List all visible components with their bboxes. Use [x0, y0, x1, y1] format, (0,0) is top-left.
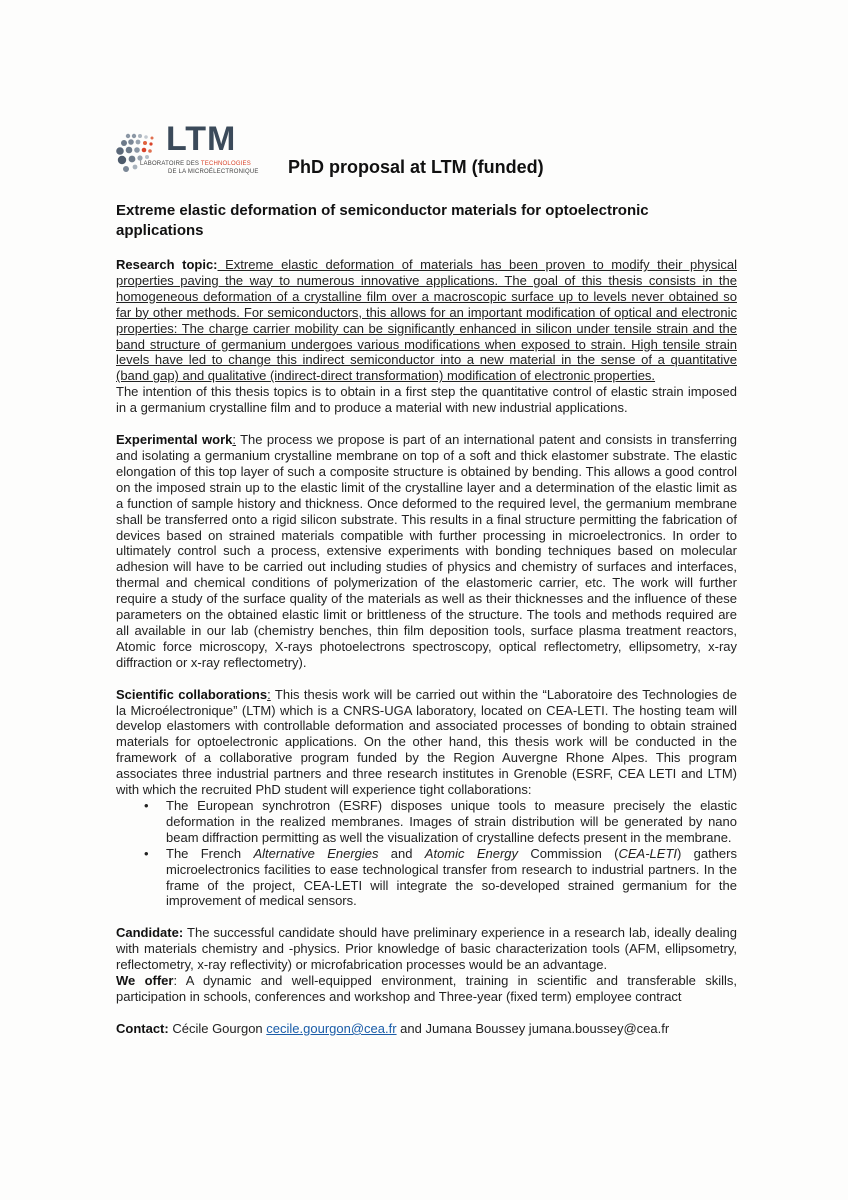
candidate-text: The successful candidate should have preliminary experience in a research lab, ideally dealing with materials chemistry and -physics. Prior knowledge of basic characterization tools (AFM, ellipsometry, reflectometry, x-ray reflectivity) or microfabrication processes would be an advantage. — [116, 925, 737, 973]
proposal-body — [116, 257, 737, 1037]
logo-text: LTM — [166, 120, 237, 158]
proposal-title: Extreme elastic deformation of semiconductor materials for optoelectronic applications — [116, 202, 649, 239]
collaborations-list — [116, 798, 737, 909]
contact-paragraph: Contact: Cécile Gourgon cecile.gourgon@cea.fr and Jumana Boussey jumana.boussey@cea.fr — [116, 1020, 670, 1036]
logo-subtitle-line2: DE LA MICROÉLECTRONIQUE — [168, 169, 259, 175]
experimental-work-label: Experimental work — [116, 432, 233, 448]
collaborations-paragraph: Scientific collaborations: This thesis work will be carried out within the “Laboratoire des Technologies de la Microélectronique” (LTM) which is a CNRS-UGA laboratory, located on CEA-LETI. The hosting team will develop elastomers with controllable deformation and associated processes of bonding to obtain strained materials for optoelectronic applications. On the other hand, this thesis work will be conducted in the framework of a collaborative program funded by the Region Auvergne Rhone Alpes. This program associates three industrial partners and three research institutes in Grenoble (ESRF, CEA LETI and LTM) with which the recruited PhD student will experience tight collaborations: — [116, 686, 737, 798]
research-topic-paragraph-2: The intention of this thesis topics is to obtain in a first step the quantitative control of elastic strain imposed in a germanium crystalline film and to produce a material with new industrial applications. — [116, 384, 737, 416]
research-topic-label: Research topic: — [116, 257, 218, 272]
logo-subtitle-line1: LABORATOIRE DES TECHNOLOGIES — [140, 161, 251, 167]
page-title: PhD proposal at LTM (funded) — [288, 157, 544, 177]
experimental-work-paragraph: Experimental work: The process we propose is part of an international patent and consists in transferring and isolating a germanium crystalline membrane on top of a soft and thick elastomer substrate. The elastic elongation of this top layer of such a composite structure is obtained by bending. This allows a good control on the imposed strain up to the elastic limit of the crystalline layer and a determination of the elastic limit as a function of sample history and thickness. Once deformed to the required level, the germanium membrane shall be transferred onto a rigid silicon substrate. This results in a final structure permitting the fabrication of devices based on strained materials compatible with further processing in microelectronics. In order to ultimately control such a process, extensive experiments with bonding techniques based on molecular adhesion will have to be carried out including studies of physics and chemistry of surfaces and interfaces, thermal and chemical conditions of polymerization of the elastomeric carrier, etc. The work will further require a study of the surface quality of the materials as well as their thicknesses and the influence of these parameters on the obtained elastic limit or brittleness of the structure. The tools and methods required are all available in our lab (chemistry benches, thin film deposition tools, surface plasma treatment reactors, Atomic force microscopy, X-rays photoelectrons spectroscopy, optical reflectometry, ellipsometry, x-ray diffraction or x-ray reflectometry). — [116, 432, 737, 670]
offer-label: We offer — [116, 973, 174, 989]
list-item: • The French Alternative Energies and Atomic Energy Commission (CEA-LETI) gathers microelectronics facilities to ease technological transfer from research to industrial partners. In the frame of the project, CEA-LETI will integrate the so-developed strained germanium for the improvement of medical sensors. — [144, 845, 737, 909]
collaborations-label: Scientific collaborations — [116, 686, 268, 702]
experimental-work-text: The process we propose is part of an international patent and consists in transferring and isolating a germanium crystalline membrane on top of a soft and thick elastomer substrate. The elastic elongation of this top layer of such a composite structure is obtained by bending. This allows a good control on the imposed strain up to the elastic limit of the crystalline layer and a determination of the elastic limit as a function of sample history and thickness. Once deformed to the required level, the germanium membrane shall be transferred onto a rigid silicon substrate. This results in a final structure permitting the fabrication of devices based on strained materials compatible with further processing in microelectronics. In order to ultimately control such a process, extensive experiments with bonding techniques based on molecular adhesion will have to be carried out including studies of physics and chemistry of surfaces and interfaces, thermal and chemical conditions of polymerization of the elastomeric carrier, etc. The work will further require a study of the surface quality of the materials as well as their thicknesses and the influence of these parameters on the obtained elastic limit or brittleness of the structure. The tools and methods required are all available in our lab (chemistry benches, thin film deposition tools, surface plasma treatment reactors, Atomic force microscopy, X-rays photoelectrons spectroscopy, optical reflectometry, ellipsometry, x-ray diffraction or x-ray reflectometry). — [116, 432, 737, 670]
research-topic-text: Extreme elastic deformation of materials has been proven to modify their physical properties paving the way to numerous innovative applications. The goal of this thesis consists in the homogeneous deformation of a crystalline film over a macroscopic surface up to levels never obtained so far by other methods. For semiconductors, this allows for an important modification of optical and electronic properties: The charge carrier mobility can be significantly enhanced in silicon under tensile strain and the band structure of germanium undergoes various modifications when exposed to strain. High tensile strain levels have led to change this indirect semiconductor into a new material in the sense of a quantitative (band gap) and qualitative (indirect-direct transformation) modification of electronic properties. — [116, 257, 737, 384]
contact-email-link[interactable]: cecile.gourgon@cea.fr — [266, 1020, 397, 1036]
candidate-paragraph — [116, 925, 737, 973]
ltm-logo — [114, 120, 264, 180]
contact-label: Contact: — [116, 1020, 169, 1036]
bullet-icon: • — [144, 845, 149, 861]
bullet-icon: • — [144, 798, 149, 813]
offer-paragraph — [116, 973, 737, 1005]
collaborations-text: This thesis work will be carried out within the “Laboratoire des Technologies de la Microélectronique” (LTM) which is a CNRS-UGA laboratory, located on CEA-LETI. The hosting team will develop elastomers with controllable deformation and associated processes of bonding to obtain strained materials for optoelectronic applications. On the other hand, this thesis work will be conducted in the framework of a collaborative program funded by the Region Auvergne Rhone Alpes. This program associates three industrial partners and three research institutes in Grenoble (ESRF, CEA LETI and LTM) with which the recruited PhD student will experience tight collaborations: — [116, 686, 737, 798]
list-item: • The European synchrotron (ESRF) disposes unique tools to measure precisely the elastic deformation in the realized membranes. Images of strain distribution will be generated by nano beam diffraction permitting as well the visualization of crystalline defects present in the membrane. — [144, 798, 737, 845]
research-topic-paragraph — [116, 257, 737, 384]
candidate-label: Candidate: — [116, 925, 184, 941]
offer-text: : A dynamic and well-equipped environment, training in scientific and transferable skills, participation in schools, conferences and workshop and Three-year (fixed term) employee contract — [116, 973, 737, 1004]
ltm-dots-logo-icon — [114, 128, 162, 176]
